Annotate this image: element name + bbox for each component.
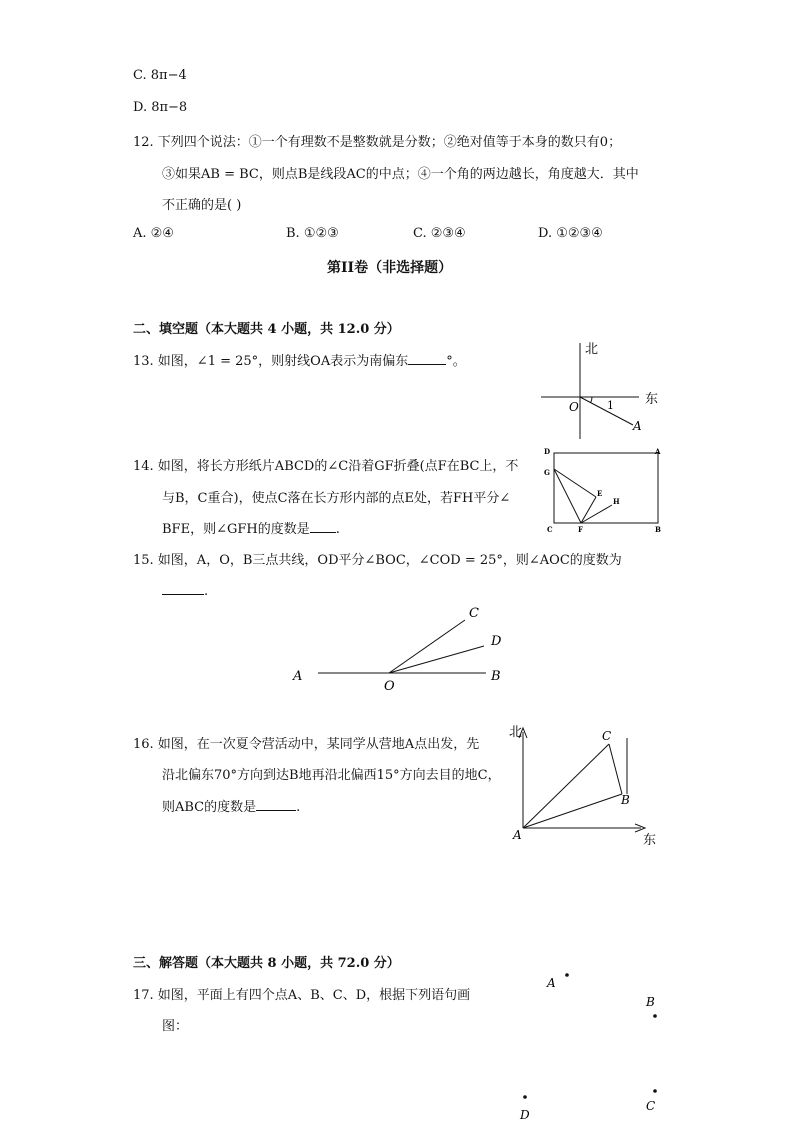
q17-point-b xyxy=(653,1014,657,1018)
q15-label-a: A xyxy=(293,669,303,684)
q14-line1: 14. 如图，将长方形纸片ABCD的∠C沿着GF折叠(点F在BC上，不 xyxy=(133,459,519,474)
q13-text-b: °。 xyxy=(446,354,466,369)
q17-line2: 图： xyxy=(162,1019,189,1034)
q13-label-o: O xyxy=(569,400,579,414)
q13-text xyxy=(133,350,466,369)
q15-blank xyxy=(162,582,204,595)
q13-figure xyxy=(535,335,665,445)
q16-line3 xyxy=(162,796,300,815)
q14-label-h: H xyxy=(613,497,620,506)
q15-label-c: C xyxy=(469,606,479,621)
q17-point-c xyxy=(653,1089,657,1093)
q14-figure xyxy=(538,443,668,535)
q15-label-o: O xyxy=(384,679,395,694)
q14-label-f: F xyxy=(578,525,583,534)
q12-line2: ③如果AB = BC，则点B是线段AC的中点；④一个角的两边越长，角度越大．其中 xyxy=(162,167,639,182)
q13-label-east: 东 xyxy=(645,392,659,407)
q16-label-north: 北 xyxy=(509,725,523,740)
q17-label-b: B xyxy=(646,995,655,1009)
q12-option-a: A. ②④ xyxy=(133,226,174,241)
option-d: D. 8π−8 xyxy=(133,100,188,115)
q16-segment-ac xyxy=(523,744,609,828)
q16-line3-b: . xyxy=(296,800,301,815)
q16-label-east: 东 xyxy=(643,833,657,848)
q16-segment-bc xyxy=(609,744,622,794)
q14-line3 xyxy=(162,518,340,537)
q17-line1: 17. 如图，平面上有四个点A、B、C、D，根据下列语句画 xyxy=(133,988,471,1003)
q12-option-d: D. ①②③④ xyxy=(538,226,603,241)
q15-label-d: D xyxy=(491,634,502,649)
q16-label-b: B xyxy=(621,793,630,807)
q12-line1: 12. 下列四个说法：①一个有理数不是整数就是分数；②绝对值等于本身的数只有0； xyxy=(133,135,622,150)
q13-label-north: 北 xyxy=(585,342,599,357)
q14-label-c: C xyxy=(547,525,553,534)
q14-line3-b: . xyxy=(335,522,340,537)
q14-line-gf xyxy=(554,469,581,523)
q17-label-d: D xyxy=(520,1108,530,1122)
q13-angle-arc xyxy=(591,397,592,403)
q15-line1: 15. 如图，A，O，B三点共线，OD平分∠BOC，∠COD = 25°，则∠AOC的度数为 xyxy=(133,553,622,568)
q14-label-e: E xyxy=(597,489,603,498)
section3-title: 三、解答题（本大题共 8 小题，共 72.0 分） xyxy=(133,956,400,971)
q14-label-d: D xyxy=(544,447,551,456)
q12-option-c: C. ②③④ xyxy=(413,226,466,241)
volume-title: 第II卷（非选择题） xyxy=(327,260,453,276)
q14-line3-a: BFE，则∠GFH的度数是 xyxy=(162,522,310,537)
q16-label-a: A xyxy=(513,828,522,842)
q15-ray-oc xyxy=(389,620,465,673)
q16-segment-ab xyxy=(523,794,622,828)
q15-line2 xyxy=(162,582,208,599)
q17-label-a: A xyxy=(547,976,556,990)
option-c: C. 8π−4 xyxy=(133,68,187,83)
q13-label-a: A xyxy=(633,419,642,433)
q12-line3: 不正确的是( ) xyxy=(162,198,242,213)
q13-label-angle: 1 xyxy=(607,399,614,412)
q13-blank xyxy=(408,352,446,365)
q14-line2: 与B，C重合)，使点C落在长方形内部的点E处，若FH平分∠ xyxy=(162,491,511,506)
q17-point-d xyxy=(523,1095,527,1099)
section2-title: 二、填空题（本大题共 4 小题，共 12.0 分） xyxy=(133,322,400,337)
q17-figure xyxy=(510,965,670,1123)
q14-label-b: B xyxy=(655,525,661,534)
q15-line2-b: . xyxy=(204,584,209,599)
q14-label-g: G xyxy=(544,468,550,477)
q14-blank xyxy=(310,520,336,533)
q13-text-a: 13. 如图，∠1 = 25°，则射线OA表示为南偏东 xyxy=(133,354,409,369)
q12-option-b: B. ①②③ xyxy=(286,226,339,241)
q16-line1: 16. 如图，在一次夏令营活动中，某同学从营地A点出发，先 xyxy=(133,737,480,752)
q16-blank xyxy=(256,798,296,811)
q17-label-c: C xyxy=(646,1099,656,1113)
q16-figure xyxy=(505,718,665,850)
q15-ray-od xyxy=(389,646,484,673)
q16-label-c: C xyxy=(602,729,612,743)
q14-rectangle xyxy=(554,453,658,523)
q16-line3-a: 则ABC的度数是 xyxy=(162,800,257,815)
q14-line-ge xyxy=(554,469,596,497)
q16-line2: 沿北偏东70°方向到达B地再沿北偏西15°方向去目的地C， xyxy=(162,768,501,783)
q15-label-b: B xyxy=(491,669,501,684)
q14-label-a: A xyxy=(655,447,661,456)
q17-point-a xyxy=(565,973,569,977)
q15-figure xyxy=(285,600,515,695)
